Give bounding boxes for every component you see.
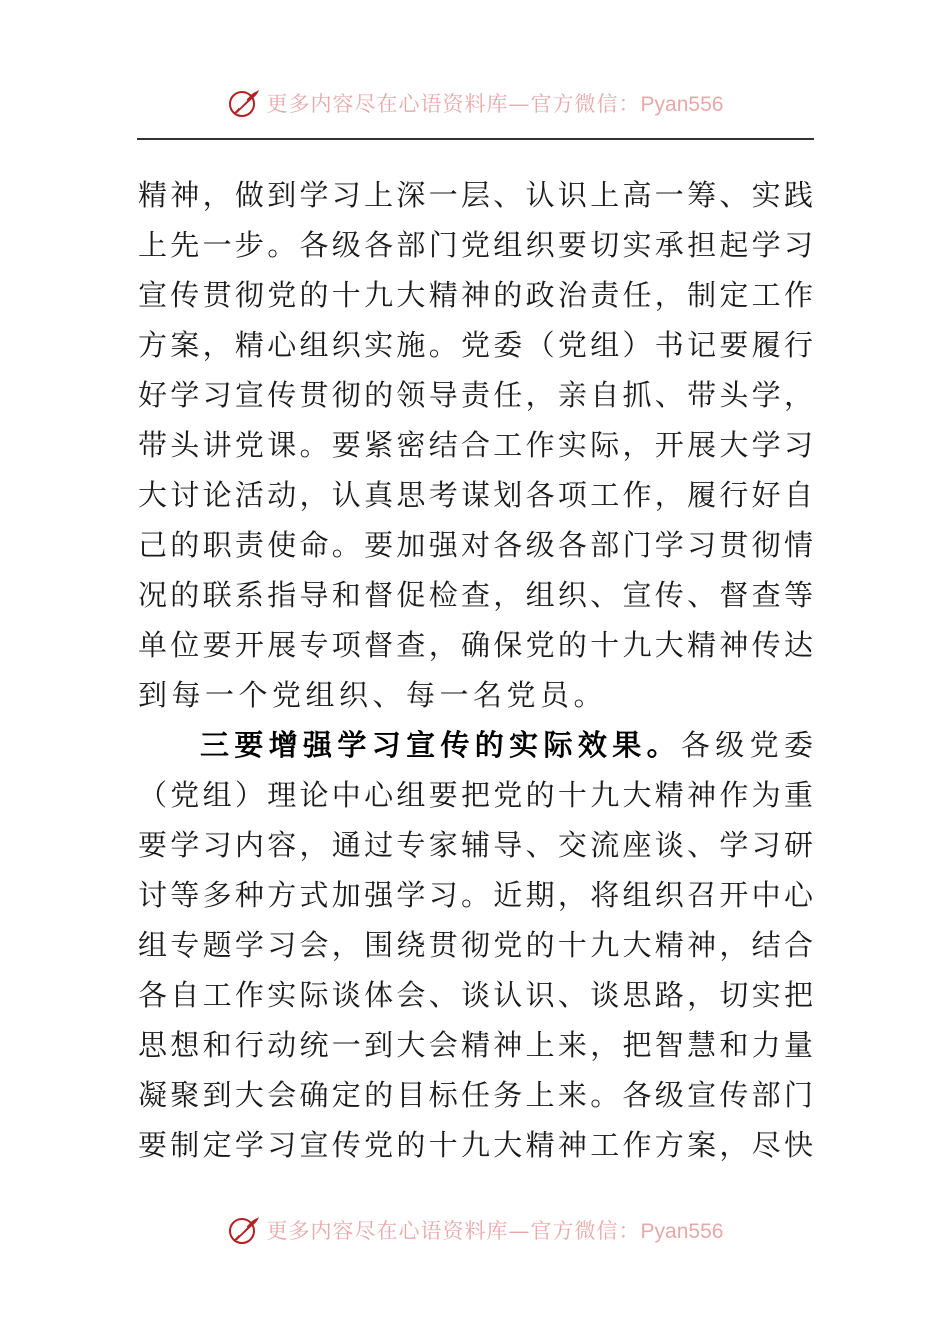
text-line: 凝聚到大会确定的目标任务上来。各级宣传部门 bbox=[138, 1078, 814, 1112]
text-line: 讨等多种方式加强学习。近期，将组织召开中心 bbox=[138, 878, 814, 912]
header-watermark bbox=[0, 83, 950, 123]
footer-watermark bbox=[0, 1210, 950, 1250]
text-line: 思想和行动统一到大会精神上来，把智慧和力量 bbox=[138, 1028, 814, 1062]
text-line: 到每一个党组织、每一名党员。 bbox=[138, 678, 608, 712]
text-line: 方案，精心组织实施。党委（党组）书记要履行 bbox=[138, 328, 814, 362]
text-line: 单位要开展专项督查，确保党的十九大精神传达 bbox=[138, 628, 814, 662]
text-line: 要制定学习宣传党的十九大精神工作方案，尽快 bbox=[138, 1128, 814, 1162]
text-line: （党组）理论中心组要把党的十九大精神作为重 bbox=[138, 778, 814, 812]
text-line: 况的联系指导和督促检查，组织、宣传、督查等 bbox=[138, 578, 814, 612]
text-line: 组专题学习会，围绕贯彻党的十九大精神，结合 bbox=[138, 928, 814, 962]
text-line: 宣传贯彻党的十九大精神的政治责任，制定工作 bbox=[138, 278, 814, 312]
text-line: 要学习内容，通过专家辅导、交流座谈、学习研 bbox=[138, 828, 814, 862]
document-body bbox=[138, 170, 814, 1170]
header-wechat-id: Pyan556 bbox=[640, 93, 724, 116]
heading-line-rest: 各级党委 bbox=[680, 728, 814, 762]
text-line: 好学习宣传贯彻的领导责任，亲自抓、带头学， bbox=[138, 378, 814, 412]
text-line: 带头讲党课。要紧密结合工作实际，开展大学习 bbox=[138, 428, 814, 462]
quill-logo-icon bbox=[227, 86, 261, 120]
header-banner-text: 更多内容尽在心语资料库—官方微信：Pyan556 bbox=[266, 92, 724, 116]
text-line: 己的职责使命。要加强对各级各部门学习贯彻情 bbox=[138, 528, 814, 562]
text-line: 上先一步。各级各部门党组织要切实承担起学习 bbox=[138, 228, 814, 262]
paragraph-heading-line bbox=[138, 720, 814, 770]
text-line: 各自工作实际谈体会、谈认识、谈思路，切实把 bbox=[138, 978, 814, 1012]
footer-banner-text: 更多内容尽在心语资料库—官方微信：Pyan556 bbox=[266, 1219, 724, 1243]
footer-wechat-id: Pyan556 bbox=[640, 1220, 724, 1243]
section-heading: 三要增强学习宣传的实际效果。 bbox=[200, 728, 681, 762]
header-divider bbox=[137, 138, 814, 140]
text-line: 精神，做到学习上深一层、认识上高一筹、实践 bbox=[138, 178, 814, 212]
text-line: 大讨论活动，认真思考谋划各项工作，履行好自 bbox=[138, 478, 814, 512]
quill-logo-icon bbox=[227, 1213, 261, 1247]
